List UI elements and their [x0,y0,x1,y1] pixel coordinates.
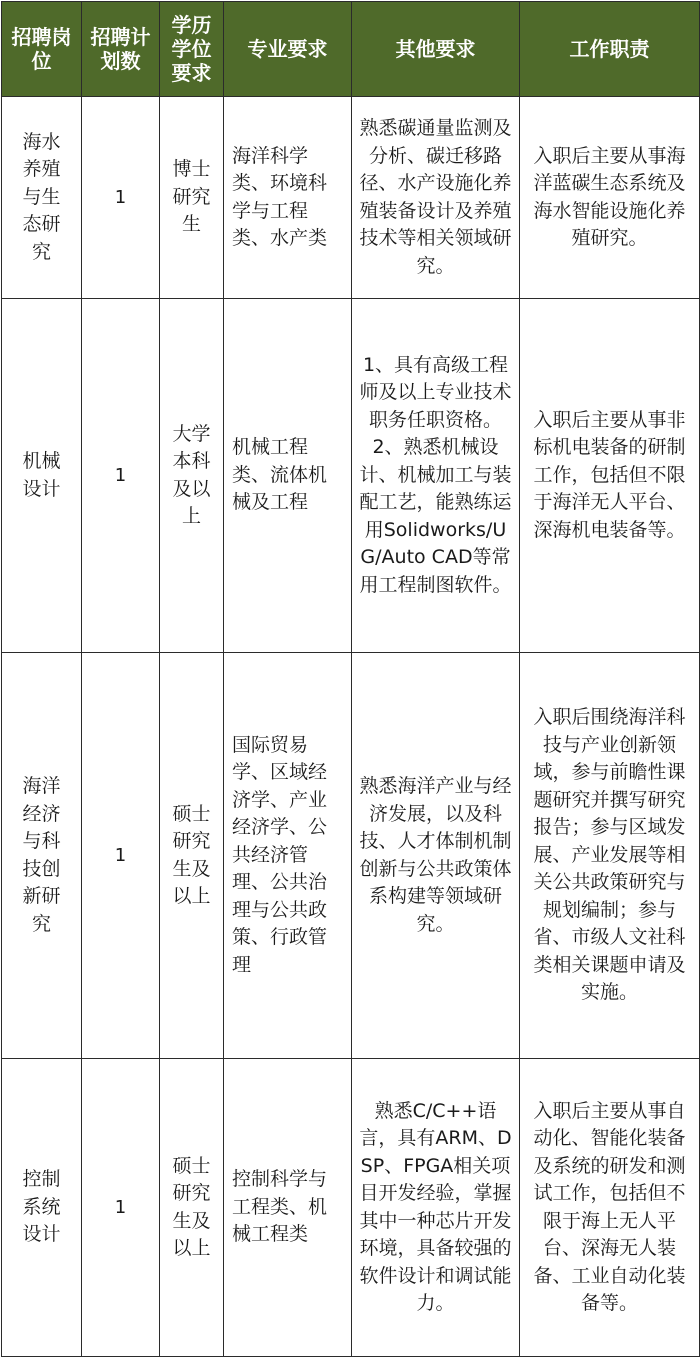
header-row [2,2,700,97]
cell-position: 控制系统设计 [2,1059,82,1357]
header-position: 招聘岗位 [2,2,82,97]
cell-count: 1 [82,653,160,1059]
cell-count: 1 [82,1059,160,1357]
cell-degree: 博士研究生 [160,97,224,299]
header-duties: 工作职责 [520,2,700,97]
header-other: 其他要求 [352,2,520,97]
cell-degree: 硕士研究生及以上 [160,653,224,1059]
cell-degree: 硕士研究生及以上 [160,1059,224,1357]
header-degree: 学历学位要求 [160,2,224,97]
table-row [2,97,700,299]
cell-major: 控制科学与工程类、机械工程类 [224,1059,352,1357]
table-row [2,1059,700,1357]
cell-count: 1 [82,299,160,653]
cell-other: 熟悉碳通量监测及分析、碳迁移路径、水产设施化养殖装备设计及养殖技术等相关领域研究。 [352,97,520,299]
cell-position: 海洋经济与科技创新研究 [2,653,82,1059]
header-count: 招聘计划数 [82,2,160,97]
cell-position: 机械设计 [2,299,82,653]
cell-count: 1 [82,97,160,299]
cell-other: 1、具有高级工程师及以上专业技术职务任职资格。2、熟悉机械设计、机械加工与装配工艺，能熟练运用Solidworks/UG/Auto CAD等常用工程制图软件。 [352,299,520,653]
cell-major: 海洋科学类、环境科学与工程类、水产类 [224,97,352,299]
cell-other: 熟悉海洋产业与经济发展，以及科技、人才体制机制创新与公共政策体系构建等领域研究。 [352,653,520,1059]
table-row [2,299,700,653]
cell-duties: 入职后主要从事自动化、智能化装备及系统的研发和测试工作，包括但不限于海上无人平台、深海无人装备、工业自动化装备等。 [520,1059,700,1357]
cell-degree: 大学本科及以上 [160,299,224,653]
cell-duties: 入职后主要从事非标机电装备的研制工作，包括但不限于海洋无人平台、深海机电装备等。 [520,299,700,653]
cell-other: 熟悉C/C++语言，具有ARM、DSP、FPGA相关项目开发经验，掌握其中一种芯片开发环境，具备较强的软件设计和调试能力。 [352,1059,520,1357]
cell-major: 机械工程类、流体机械及工程 [224,299,352,653]
recruitment-table [1,1,700,1357]
table-row [2,653,700,1059]
cell-position: 海水养殖与生态研究 [2,97,82,299]
cell-duties: 入职后主要从事海洋蓝碳生态系统及海水智能设施化养殖研究。 [520,97,700,299]
cell-duties: 入职后围绕海洋科技与产业创新领域，参与前瞻性课题研究并撰写研究报告；参与区域发展、产业发展等相关公共政策研究与规划编制；参与省、市级人文社科类相关课题申请及实施。 [520,653,700,1059]
cell-major: 国际贸易学、区域经济学、产业经济学、公共经济管理、公共治理与公共政策、行政管理 [224,653,352,1059]
header-major: 专业要求 [224,2,352,97]
